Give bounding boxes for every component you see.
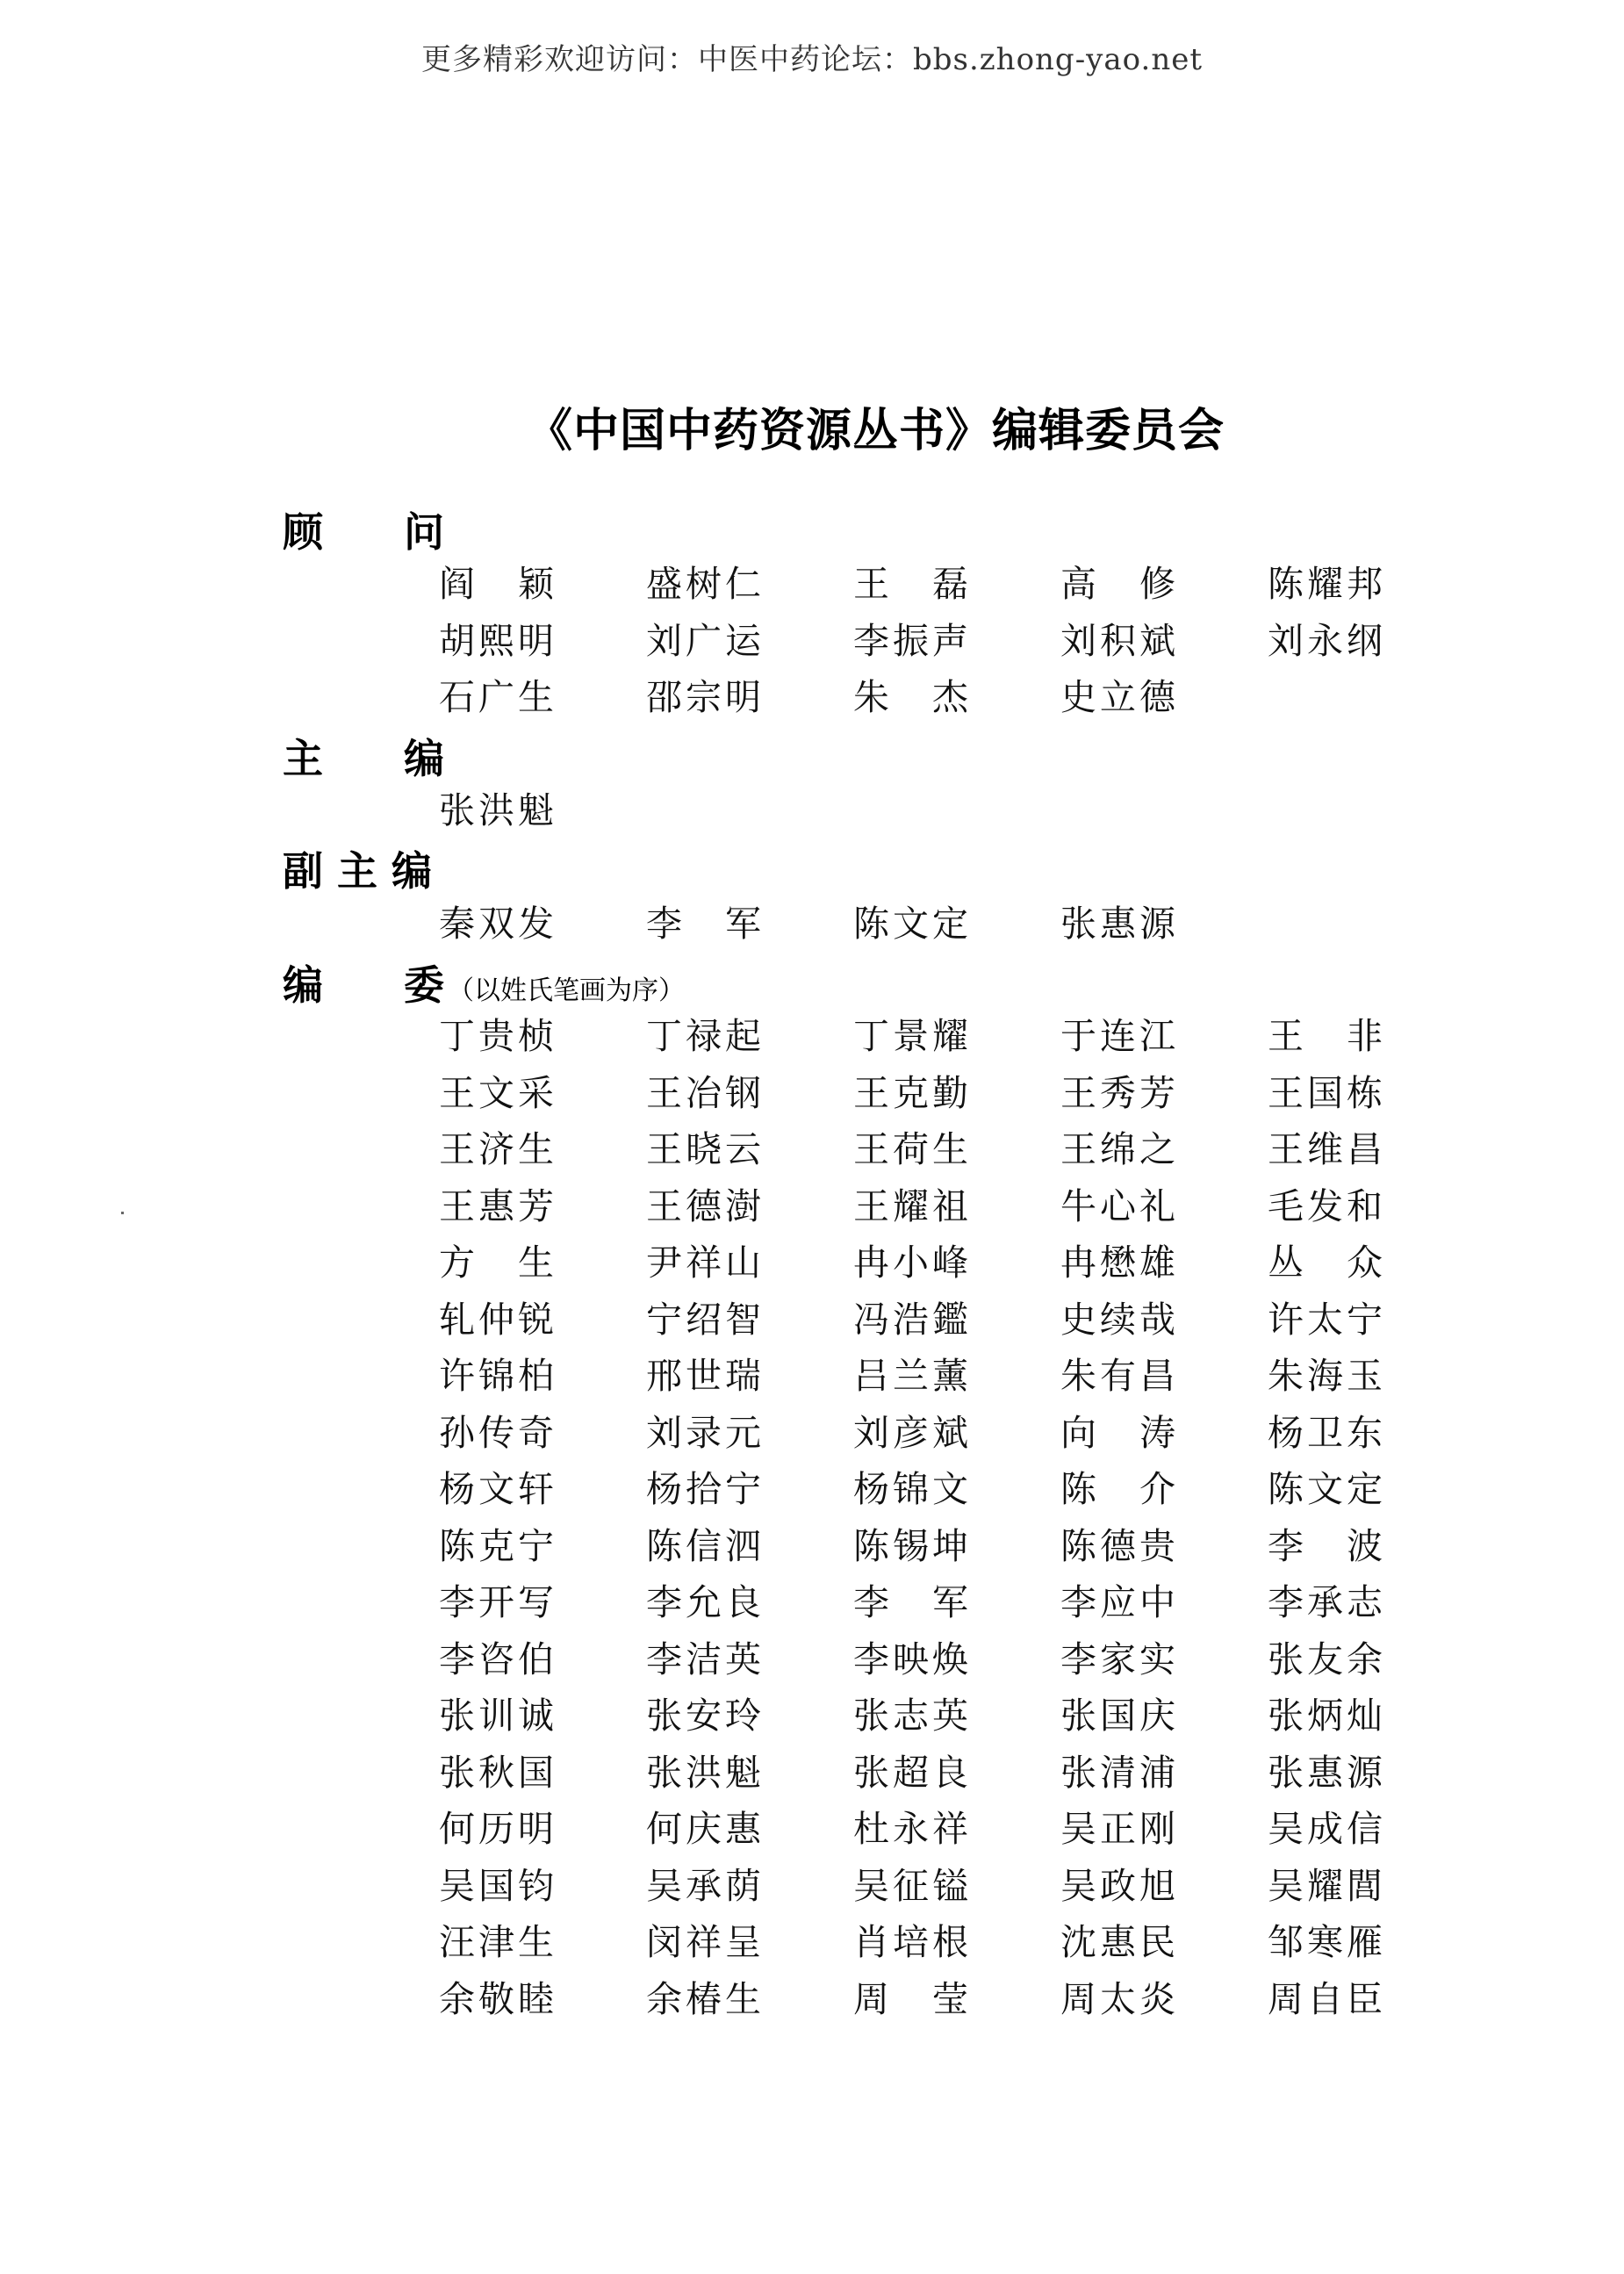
member-name: 张志英 <box>853 1695 972 1737</box>
member-name: 向 涛 <box>1060 1411 1179 1454</box>
member-name: 张友余 <box>1268 1637 1386 1680</box>
member-name: 张超良 <box>853 1751 972 1794</box>
committee-ordering-note: （以姓氏笔画为序） <box>448 975 685 1006</box>
member-name: 王晓云 <box>646 1128 765 1170</box>
member-name: 张训诚 <box>439 1695 557 1737</box>
member-name: 许太宁 <box>1268 1298 1386 1341</box>
member-name: 丁贵桢 <box>439 1015 557 1057</box>
member-name: 李 军 <box>646 903 765 945</box>
member-name: 李承志 <box>1268 1581 1386 1623</box>
member-name: 石广生 <box>439 676 557 718</box>
member-name: 张清浦 <box>1060 1751 1179 1794</box>
member-name: 陈克宁 <box>439 1524 557 1567</box>
member-name: 汪津生 <box>439 1921 557 1963</box>
member-name: 王荷生 <box>853 1128 972 1170</box>
chief-editor-names-grid <box>439 782 1475 839</box>
member-name: 张洪魁 <box>439 789 557 831</box>
member-name: 吴政旭 <box>1060 1864 1179 1907</box>
member-name: 张炳灿 <box>1268 1695 1386 1737</box>
member-name: 高 修 <box>1060 563 1179 605</box>
committee-names-grid <box>439 1008 1475 2027</box>
member-name: 邢世瑞 <box>646 1355 765 1397</box>
member-name: 李振声 <box>853 619 972 662</box>
member-name: 刘广运 <box>646 619 765 662</box>
member-name: 张洪魁 <box>646 1751 765 1794</box>
member-name: 闵祥呈 <box>646 1921 765 1963</box>
member-name: 周自臣 <box>1268 1977 1386 2020</box>
member-name: 陈文定 <box>1268 1468 1386 1510</box>
member-name: 朱 杰 <box>853 676 972 718</box>
member-name: 张国庆 <box>1060 1695 1179 1737</box>
member-name: 丛 众 <box>1268 1241 1386 1284</box>
member-name: 杨拾宁 <box>646 1468 765 1510</box>
member-name: 吴耀閭 <box>1268 1864 1386 1907</box>
member-name: 李应中 <box>1060 1581 1179 1623</box>
member-name: 王维昌 <box>1268 1128 1386 1170</box>
member-name: 轧仲锐 <box>439 1298 557 1341</box>
member-name: 王 磊 <box>853 563 972 605</box>
member-name: 阎 颖 <box>439 563 557 605</box>
member-name: 孙传奇 <box>439 1411 557 1454</box>
member-name: 李映焕 <box>853 1637 972 1680</box>
member-name: 秦双发 <box>439 903 557 945</box>
member-name: 陈信泗 <box>646 1524 765 1567</box>
member-name: 王国栋 <box>1268 1071 1386 1114</box>
member-name: 宁绍智 <box>646 1298 765 1341</box>
member-name: 史续哉 <box>1060 1298 1179 1341</box>
member-name: 吴正刚 <box>1060 1808 1179 1850</box>
member-name: 王文采 <box>439 1071 557 1114</box>
member-name: 杨锦文 <box>853 1468 972 1510</box>
member-name: 杨卫东 <box>1268 1411 1386 1454</box>
member-name: 陈 介 <box>1060 1468 1179 1510</box>
member-name: 李 波 <box>1268 1524 1386 1567</box>
member-name: 张惠源 <box>1060 903 1179 945</box>
member-name: 张惠源 <box>1268 1751 1386 1794</box>
member-name: 许锦柏 <box>439 1355 557 1397</box>
committee-label-text: 编 委 <box>283 961 444 1009</box>
member-name: 盛树仁 <box>646 563 765 605</box>
member-name: 于连江 <box>1060 1015 1179 1057</box>
member-name: 李开写 <box>439 1581 557 1623</box>
member-name: 王济生 <box>439 1128 557 1170</box>
section-label-deputy-chief-editor: 副 主 编 <box>283 847 433 895</box>
member-name: 尹祥山 <box>646 1241 765 1284</box>
member-name: 冉懋雄 <box>1060 1241 1179 1284</box>
member-name: 杨文轩 <box>439 1468 557 1510</box>
member-name: 余敬睦 <box>439 1977 557 2020</box>
member-name: 杜永祥 <box>853 1808 972 1850</box>
member-name: 刘永纲 <box>1268 619 1386 662</box>
member-name: 刘彦斌 <box>853 1411 972 1454</box>
member-name: 朱有昌 <box>1060 1355 1179 1397</box>
member-name: 王冶钢 <box>646 1071 765 1114</box>
member-name: 李家实 <box>1060 1637 1179 1680</box>
member-name: 周太炎 <box>1060 1977 1179 2020</box>
member-name: 吴承荫 <box>646 1864 765 1907</box>
advisors-names-grid <box>439 556 1475 726</box>
member-name: 吴成信 <box>1268 1808 1386 1850</box>
member-name: 丁禄起 <box>646 1015 765 1057</box>
member-name: 陈耀邦 <box>1268 563 1386 605</box>
member-name: 王克勤 <box>853 1071 972 1114</box>
member-name: 张安玲 <box>646 1695 765 1737</box>
member-name: 毛发和 <box>1268 1184 1386 1227</box>
member-name: 王耀祖 <box>853 1184 972 1227</box>
section-label-committee <box>283 953 685 1011</box>
member-name: 吴征镒 <box>853 1864 972 1907</box>
member-name: 李 军 <box>853 1581 972 1623</box>
member-name: 方 生 <box>439 1241 557 1284</box>
member-name: 王绵之 <box>1060 1128 1179 1170</box>
member-name: 邹寒雁 <box>1268 1921 1386 1963</box>
deputy-chief-editor-names-grid <box>439 896 1475 953</box>
member-name: 陈德贵 <box>1060 1524 1179 1567</box>
member-name: 史立德 <box>1060 676 1179 718</box>
member-name: 刘积斌 <box>1060 619 1179 662</box>
member-name: 何庆惠 <box>646 1808 765 1850</box>
member-name: 牛心礼 <box>1060 1184 1179 1227</box>
member-name: 何历明 <box>439 1808 557 1850</box>
document-title: 《中国中药资源丛书》编辑委员会 <box>527 405 1225 457</box>
member-name: 王秀芳 <box>1060 1071 1179 1114</box>
member-name: 刘录元 <box>646 1411 765 1454</box>
member-name: 冯浩鑑 <box>853 1298 972 1341</box>
member-name: 李允良 <box>646 1581 765 1623</box>
member-name: 王惠芳 <box>439 1184 557 1227</box>
member-name: 邵宗明 <box>646 676 765 718</box>
member-name: 沈惠民 <box>1060 1921 1179 1963</box>
member-name: 吕兰薰 <box>853 1355 972 1397</box>
member-name: 冉小峰 <box>853 1241 972 1284</box>
member-name: 胡熙明 <box>439 619 557 662</box>
section-label-advisors: 顾 问 <box>283 508 444 556</box>
scan-speck <box>121 1212 124 1214</box>
member-name: 陈文定 <box>853 903 972 945</box>
member-name: 周 莹 <box>853 1977 972 2020</box>
page-header-watermark: 更多精彩欢迎访问：中医中药论坛：bbs.zhong-yao.net <box>420 42 1204 77</box>
member-name: 陈锡坤 <box>853 1524 972 1567</box>
member-name: 余椿生 <box>646 1977 765 2020</box>
member-name: 张秋国 <box>439 1751 557 1794</box>
member-name: 李洁英 <box>646 1637 765 1680</box>
member-name: 王德澍 <box>646 1184 765 1227</box>
member-name: 丁景耀 <box>853 1015 972 1057</box>
section-label-chief-editor: 主 编 <box>283 735 444 782</box>
member-name: 朱海玉 <box>1268 1355 1386 1397</box>
member-name: 王 非 <box>1268 1015 1386 1057</box>
member-name: 肖培根 <box>853 1921 972 1963</box>
member-name: 吴国钧 <box>439 1864 557 1907</box>
member-name: 李咨伯 <box>439 1637 557 1680</box>
